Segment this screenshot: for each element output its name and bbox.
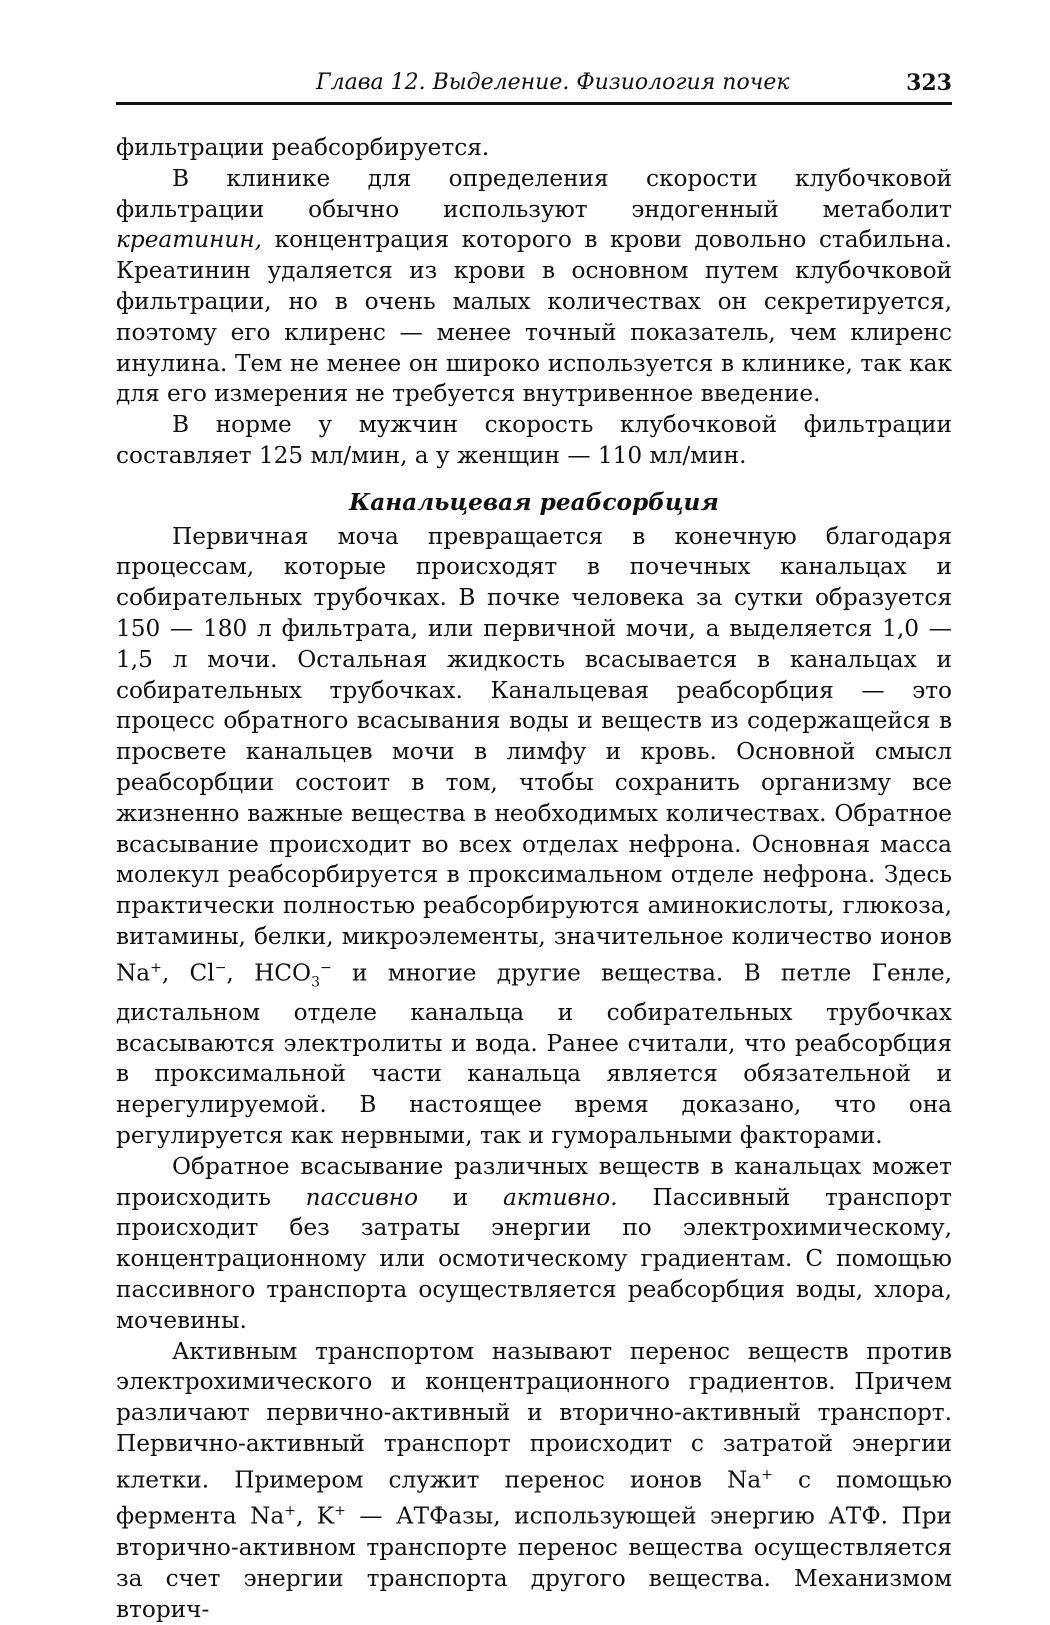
text-run: Активным транспортом называют перенос веществ против электрохимического и концентрационного градиентов. Причем различают первично-активный и вторично-активный транспорт. Первично-активный транспорт происходит с затратой энергии клетки. Примером служит перенос ионов Na xyxy=(116,1337,952,1494)
subscript: 3 xyxy=(311,974,320,991)
text-run: и xyxy=(418,1183,503,1211)
paragraph-reabsorption xyxy=(116,522,952,1152)
superscript: − xyxy=(214,959,227,976)
superscript: + xyxy=(761,1466,773,1483)
page-number: 323 xyxy=(906,70,952,96)
text-run: Обратное всасывание различных веществ в канальцах может происходить xyxy=(116,1152,952,1211)
paragraph-creatinine xyxy=(116,164,952,410)
text-run: с помощью фермента Na xyxy=(116,1466,952,1531)
text-run: концентрация которого в крови довольно стабильна. Креатинин удаляется из крови в основном путем клубочковой фильтрации, но в очень малых количествах он секретируется, поэтому его клиренс — менее точный показатель, чем клиренс инулина. Тем не менее он широко используется в клинике, так как для его измерения не требуется внутривенное введение. xyxy=(116,226,952,408)
superscript: + xyxy=(284,1503,296,1520)
text-run: и многие другие вещества. В петле Генле, дистальном отделе канальца и собирательных трубочках всасываются электролиты и вода. Ранее считали, что реабсорбция в проксимальной части канальца является обязательной и нерегулируемой. В настоящее время доказано, что она регулируется как нервными, так и гуморальными факторами. xyxy=(116,959,953,1150)
superscript: − xyxy=(319,959,332,976)
emphasis-passive: пассивно xyxy=(305,1183,419,1211)
text-run: , Cl xyxy=(161,959,215,987)
text-run: , K xyxy=(295,1503,335,1531)
paragraph-passive xyxy=(116,1152,952,1337)
chapter-title: Глава 12. Выделение. Физиология почек xyxy=(316,70,790,95)
text-run: Первичная моча превращается в конечную благодаря процессам, которые происходят в почечных канальцах и собирательных трубочках. В почке человека за сутки образуется 150 — 180 л фильтрата, или первичной мочи, а выделяется 1,0 — 1,5 л мочи. Остальная жидкость всасывается в канальцах и собирательных трубочках. Канальцевая реабсорбция — это процесс обратного всасывания воды и веществ из содержащейся в просвете канальцев мочи в лимфу и кровь. Основной смысл реабсорбции состоит в том, чтобы сохранить организму все жизненно важные вещества в необходимых количествах. Обратное всасывание происходит во всех отделах нефрона. Основная масса молекул реабсорбируется в проксимальном отделе нефрона. Здесь практически полностью реабсорбируются аминокислоты, глюкоза, витамины, белки, микроэлементы, значительное количество ионов Na xyxy=(116,522,952,987)
emphasis-active: активно. xyxy=(502,1183,618,1211)
superscript: + xyxy=(334,1503,346,1520)
paragraph-norm: В норме у мужчин скорость клубочковой фильтрации составляет 125 мл/мин, а у женщин — 110 мл/мин. xyxy=(116,411,952,469)
text-run: Пассивный транспорт происходит без затраты энергии по электрохимическому, концентрационному или осмотическому градиентам. С помощью пассивного транспорта осуществляется реабсорбция воды, хлора, мочевины. xyxy=(116,1183,952,1334)
text-run: — АТФазы, использующей энергию АТФ. При вторично-активном транспорте перенос вещества осуществляется за счет энергии транспорта другого вещества. Механизмом вторич- xyxy=(116,1503,952,1623)
running-header xyxy=(116,62,952,105)
paragraph-continuation: фильтрации реабсорбируется. xyxy=(116,134,490,161)
superscript: + xyxy=(150,959,162,976)
text-run: В клинике для определения скорости клубочковой фильтрации обычно используют эндогенный метаболит xyxy=(116,164,952,223)
emphasis-creatinine: креатинин, xyxy=(116,226,263,254)
body-text xyxy=(116,133,952,1625)
book-page xyxy=(116,62,952,1625)
paragraph-active xyxy=(116,1337,952,1625)
text-run: , HCO xyxy=(226,959,312,987)
section-heading: Канальцевая реабсорбция xyxy=(349,488,719,516)
